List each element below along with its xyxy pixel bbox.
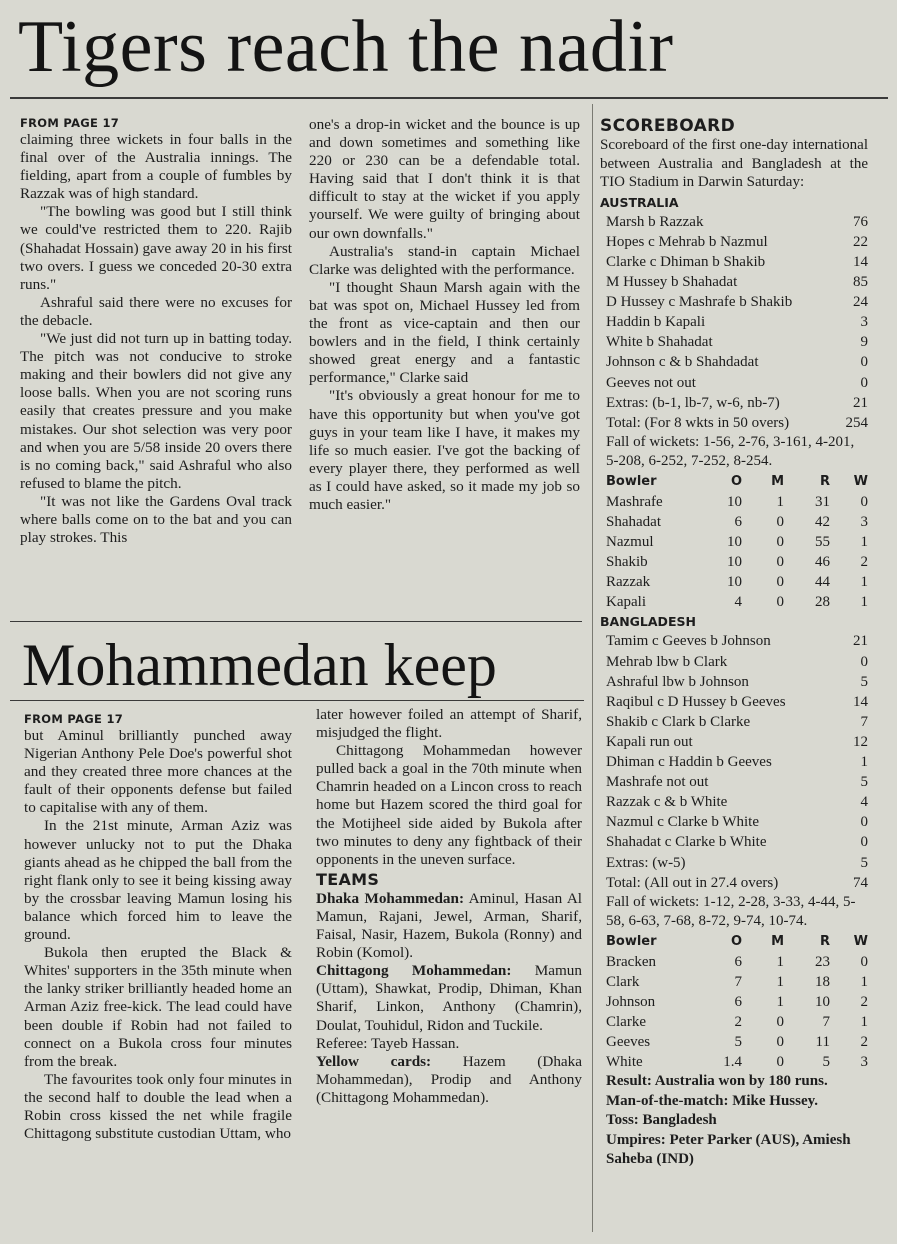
batsman-runs: 22 — [853, 233, 868, 250]
bowling-row — [600, 952, 868, 972]
story2-paragraph: later however foiled an attempt of Sharif, misjudged the flight. — [316, 706, 582, 742]
batsman-dismissal: D Hussey c Mashrafe b Shakib — [606, 294, 793, 311]
batsman-runs: 0 — [860, 653, 868, 670]
story2-headline: Mohammedan keep — [22, 632, 497, 698]
batting-row — [600, 732, 868, 752]
story2-column-1 — [24, 712, 292, 1143]
bowling-cell: 10 — [727, 493, 742, 510]
batsman-dismissal: Geeves not out — [606, 374, 696, 391]
batting-row — [600, 352, 868, 372]
man-of-the-match: Man-of-the-match: Mike Hussey. — [606, 1092, 819, 1109]
batsman-runs: 3 — [860, 314, 868, 331]
bowling-cell: 10 — [727, 554, 742, 571]
bowling-row — [600, 992, 868, 1012]
bowling-cell: 4 — [734, 594, 742, 611]
total-value: 254 — [845, 414, 868, 431]
bowling-cell: 23 — [815, 953, 830, 970]
bowling-cell: 2 — [860, 554, 868, 571]
scoreboard-column-rule — [592, 104, 593, 1232]
batsman-runs: 7 — [860, 713, 868, 730]
batsman-dismissal: Tamim c Geeves b Johnson — [606, 633, 771, 650]
bowling-cell: 1 — [776, 993, 784, 1010]
teams-chittagong — [316, 962, 582, 1034]
team-name: BANGLADESH — [600, 614, 696, 630]
batting-row — [600, 692, 868, 712]
bowling-row — [600, 972, 868, 992]
bowling-cell: 10 — [727, 574, 742, 591]
batting-row — [600, 792, 868, 812]
bowling-cell: 5 — [734, 1034, 742, 1051]
batting-row — [600, 631, 868, 651]
batsman-dismissal: Raqibul c D Hussey b Geeves — [606, 693, 786, 710]
batsman-dismissal: Mehrab lbw b Clark — [606, 653, 728, 670]
bowling-header-cell: O — [730, 473, 742, 489]
bowling-header-cell: W — [853, 933, 868, 949]
batsman-dismissal: Haddin b Kapali — [606, 314, 706, 331]
batsman-runs: 12 — [853, 733, 868, 750]
bowling-cell: 1 — [776, 493, 784, 510]
story1-paragraph: claiming three wickets in four balls in the final over of the Australia innings. The fielding, apart from a couple of fumbles by Razzak was of high standard. — [20, 131, 292, 203]
bowling-header-cell: M — [771, 933, 784, 949]
batsman-runs: 0 — [860, 834, 868, 851]
extras-label: Extras: (b-1, lb-7, w-6, nb-7) — [606, 394, 780, 411]
extras-value: 21 — [853, 394, 868, 411]
total-label: Total: (All out in 27.4 overs) — [606, 874, 779, 891]
scoreboard-title: SCOREBOARD — [600, 116, 736, 136]
bowling-cell: 1 — [776, 953, 784, 970]
bowling-cell: 6 — [734, 953, 742, 970]
batsman-dismissal: Ashraful lbw b Johnson — [606, 673, 749, 690]
extras-row — [600, 393, 868, 413]
teams-dhaka-label: Dhaka Mohammedan: — [316, 889, 465, 907]
batsman-runs: 21 — [853, 633, 868, 650]
batsman-dismissal: Shahadat c Clarke b White — [606, 834, 767, 851]
bowling-row — [600, 1032, 868, 1052]
batting-row — [600, 292, 868, 312]
batsman-runs: 9 — [860, 334, 868, 351]
teams-heading: TEAMS — [316, 869, 380, 889]
total-row — [600, 873, 868, 893]
bowling-cell: Shakib — [606, 554, 648, 571]
batsman-runs: 1 — [860, 754, 868, 771]
bowling-header-cell: Bowler — [606, 473, 657, 489]
bowling-row — [600, 572, 868, 592]
total-row — [600, 413, 868, 433]
story2-paragraph: Chittagong Mohammedan however pulled back a goal in the 70th minute when Chamrin headed on a Lincon cross to reach home but Hazem scored the third goal for the Motijheel side aided by Bukola after two minutes to deny any fightback of their opponents in the uneven surface. — [316, 742, 582, 868]
extras-label: Extras: (w-5) — [606, 854, 686, 871]
batsman-dismissal: Hopes c Mehrab b Nazmul — [606, 233, 768, 250]
batsman-dismissal: Johnson c & b Shahdadat — [606, 354, 759, 371]
batsman-dismissal: Kapali run out — [606, 733, 693, 750]
batsman-dismissal: White b Shahadat — [606, 334, 713, 351]
bowling-cell: 1.4 — [723, 1054, 742, 1071]
bowling-cell: Kapali — [606, 594, 646, 611]
bowling-cell: 31 — [815, 493, 830, 510]
batting-row — [600, 272, 868, 292]
bowling-cell: 0 — [776, 554, 784, 571]
story1-paragraph: "The bowling was good but I still think we could've restricted them to 220. Rajib (Shahadat Hossain) gave away 20 in his first two overs. I guess we conceded 20-30 extra runs." — [20, 203, 292, 293]
story2-paragraph: Bukola then erupted the Black & Whites' supporters in the 35th minute when the lanky striker brilliantly headed home an Arman Aziz free-kick. The lead could have been double if Robin had not failed to connect on a Bukola cross four minutes from the break. — [24, 944, 292, 1070]
bowling-cell: 0 — [776, 574, 784, 591]
batting-row — [600, 772, 868, 792]
story1-paragraph: one's a drop-in wicket and the bounce is up and down sometimes and something like 220 or 230 can be a defendable total. Having said that I don't think it is that difficult to stay at the wicket if you apply yourself. We were guilty of bringing about our own downfalls." — [309, 116, 580, 242]
yellow-cards-label: Yellow cards: — [316, 1052, 432, 1070]
story2-paragraph: but Aminul brilliantly punched away Nigerian Anthony Pele Doe's powerful shot and they created three more chances at the fault of their opponents defense but failed to capitalise with any of them. — [24, 727, 292, 817]
bowling-cell: 0 — [776, 1034, 784, 1051]
teams-chittagong-label: Chittagong Mohammedan: — [316, 962, 512, 980]
yellow-cards-list: Hazem (Dhaka Mohammedan), Prodip and Anthony (Chittagong Mohammedan). — [316, 1052, 582, 1106]
bowling-cell: Mashrafe — [606, 493, 663, 510]
bowling-header-cell: W — [853, 473, 868, 489]
bowling-cell: 28 — [815, 594, 830, 611]
batting-row — [600, 373, 868, 393]
batting-row — [600, 812, 868, 832]
bowling-cell: 10 — [727, 534, 742, 551]
batsman-runs: 0 — [860, 814, 868, 831]
bowling-row — [600, 592, 868, 612]
bowling-cell: 3 — [860, 514, 868, 530]
extras-row — [600, 853, 868, 873]
referee: Referee: Tayeb Hassan. — [316, 1034, 460, 1052]
bowling-header-cell: R — [819, 473, 830, 489]
bowling-cell: 0 — [860, 493, 868, 510]
batsman-runs: 0 — [860, 354, 868, 371]
batsman-dismissal: Nazmul c Clarke b White — [606, 814, 760, 831]
bowling-cell: Bracken — [606, 953, 656, 970]
batsman-dismissal: Clarke c Dhiman b Shakib — [606, 253, 766, 270]
bowling-row — [600, 492, 868, 512]
bowling-cell: 55 — [815, 534, 830, 551]
match-result: Result: Australia won by 180 runs. — [606, 1073, 828, 1090]
bowling-cell: 7 — [734, 973, 742, 990]
bowling-cell: 42 — [815, 514, 830, 530]
batsman-runs: 0 — [860, 374, 868, 391]
bowling-cell: 2 — [860, 993, 868, 1010]
bowling-cell: 0 — [776, 594, 784, 611]
bowling-cell: 5 — [822, 1054, 830, 1071]
bowling-cell: Clark — [606, 973, 640, 990]
story1-kicker: FROM PAGE 17 — [20, 116, 120, 130]
bowling-cell: 6 — [734, 514, 742, 530]
fall-of-wickets: Fall of wickets: 1-12, 2-28, 3-33, 4-44, 5-58, 6-63, 7-68, 8-72, 9-74, 10-74. — [606, 893, 856, 930]
team-name: AUSTRALIA — [600, 194, 679, 210]
total-label: Total: (For 8 wkts in 50 overs) — [606, 414, 790, 431]
batting-row — [600, 652, 868, 672]
batsman-runs: 24 — [853, 294, 868, 311]
bowling-cell: 0 — [776, 1054, 784, 1071]
bowling-cell: 1 — [860, 1014, 868, 1031]
bowling-cell: 2 — [860, 1034, 868, 1051]
bowling-cell: Nazmul — [606, 534, 654, 551]
story1-column-1 — [20, 116, 292, 547]
story1-paragraph: Australia's stand-in captain Michael Clarke was delighted with the performance. — [309, 242, 580, 278]
batsman-dismissal: M Hussey b Shahadat — [606, 274, 738, 291]
bowling-header — [600, 472, 868, 492]
bowling-row — [600, 552, 868, 572]
bowling-cell: 2 — [734, 1014, 742, 1031]
batting-row — [600, 312, 868, 332]
bowling-row — [600, 1012, 868, 1032]
bowling-cell: 0 — [776, 514, 784, 530]
bowling-cell: 1 — [860, 594, 868, 611]
batsman-runs: 76 — [853, 213, 868, 230]
bowling-cell: 0 — [860, 953, 868, 970]
bowling-header-cell: Bowler — [606, 933, 657, 949]
bowling-cell: 11 — [815, 1034, 830, 1051]
story-divider-rule — [10, 621, 582, 622]
batsman-runs: 4 — [860, 794, 868, 811]
story1-headline-rule — [10, 97, 888, 99]
batsman-dismissal: Razzak c & b White — [606, 794, 728, 811]
bowling-row — [600, 512, 868, 532]
umpires: Umpires: Peter Parker (AUS), Amiesh Saheba (IND) — [606, 1131, 851, 1168]
teams-chittagong-lineup: Mamun (Uttam), Shawkat, Prodip, Dhiman, Khan Sharif, Linkon, Anthony (Chamrin), Doulat, Touhidul, Ridon and Tuckile. — [316, 962, 582, 1034]
story1-column-2 — [309, 116, 580, 514]
teams-dhaka-lineup: Aminul, Hasan Al Mamun, Rajani, Jewel, Arman, Sharif, Faisal, Nasir, Hazem, Bukola (Ronny) and Robin (Komol). — [316, 889, 583, 962]
scoreboard-intro: Scoreboard of the first one-day international between Australia and Bangladesh at the TIO Stadium in Darwin Saturday: — [600, 137, 868, 191]
bowling-cell: 0 — [776, 534, 784, 551]
story1-paragraph: "We just did not turn up in batting today. The pitch was not conducive to stroke making and their bowlers did not give any loose balls. When you are not scoring runs easily that creates pressure and you make mistakes. Our shot selection was very poor and when you are 5/58 inside 20 overs there is no coming back," said Ashraful who also refused to blame the pitch. — [20, 330, 292, 492]
bowling-cell: 7 — [822, 1014, 830, 1031]
story1-paragraph: "I thought Shaun Marsh again with the bat was spot on, Michael Hussey led from the front as vice-captain and then our bowlers and in the field, I think certainly showed great energy and a fantastic performance," Clarke said — [309, 278, 580, 387]
bowling-cell: 1 — [860, 574, 868, 591]
bowling-cell: White — [606, 1054, 643, 1071]
bowling-cell: Clarke — [606, 1014, 646, 1031]
story1-headline: Tigers reach the nadir — [18, 6, 674, 88]
bowling-cell: 0 — [776, 1014, 784, 1031]
bowling-header-cell: M — [771, 473, 784, 489]
batting-row — [600, 672, 868, 692]
scoreboard — [600, 116, 868, 1170]
batsman-runs: 5 — [860, 774, 868, 791]
toss: Toss: Bangladesh — [606, 1112, 717, 1129]
total-value: 74 — [853, 874, 868, 891]
story2-paragraph: The favourites took only four minutes in the second half to double the lead when a Robin cross kissed the net while fragile Chittagong substitute custodian Uttam, who — [24, 1070, 292, 1143]
batsman-runs: 5 — [860, 673, 868, 690]
batsman-dismissal: Mashrafe not out — [606, 774, 709, 791]
batsman-dismissal: Marsh b Razzak — [606, 213, 704, 230]
batsman-runs: 85 — [853, 274, 868, 291]
innings-australia — [600, 193, 868, 613]
bowling-cell: 44 — [815, 574, 830, 591]
story2-column-2 — [316, 706, 582, 1107]
batsman-runs: 14 — [853, 693, 868, 710]
bowling-cell: 1 — [776, 973, 784, 990]
bowling-cell: 46 — [815, 554, 830, 571]
bowling-cell: 3 — [860, 1054, 868, 1071]
batsman-dismissal: Dhiman c Haddin b Geeves — [606, 754, 772, 771]
batting-row — [600, 832, 868, 852]
bowling-row — [600, 1052, 868, 1072]
batsman-runs: 14 — [853, 253, 868, 270]
batsman-dismissal: Shakib c Clark b Clarke — [606, 713, 751, 730]
batting-row — [600, 332, 868, 352]
bowling-cell: 18 — [815, 973, 830, 990]
story2-paragraph: In the 21st minute, Arman Aziz was however unlucky not to put the Dhaka giants ahead as he chipped the ball from the right flank only to see it being kissing away by the crossbar leaving Mamun losing his balance which forced him to leave the ground. — [24, 817, 292, 944]
bowling-header — [600, 932, 868, 952]
yellow-cards — [316, 1053, 582, 1107]
innings-bangladesh — [600, 612, 868, 1072]
bowling-cell: Shahadat — [606, 514, 661, 530]
bowling-row — [600, 532, 868, 552]
story2-kicker: FROM PAGE 17 — [24, 712, 124, 726]
bowling-cell: 1 — [860, 534, 868, 551]
batting-row — [600, 212, 868, 232]
bowling-cell: 6 — [734, 993, 742, 1010]
bowling-header-cell: R — [819, 933, 830, 949]
story1-paragraph: "It's obviously a great honour for me to have this opportunity but when you've got guys in your team like I have, it makes my life so much easier. I've got the backing of every player there, they performed as well as I could have asked, so it made my job so much easier." — [309, 387, 580, 513]
story1-paragraph: "It was not like the Gardens Oval track where balls come on to the bat and you can play strokes. This — [20, 492, 292, 547]
bowling-cell: Razzak — [606, 574, 651, 591]
bowling-header-cell: O — [730, 933, 742, 949]
teams-dhaka — [316, 890, 582, 962]
story2-headline-rule — [10, 700, 584, 701]
story1-paragraph: Ashraful said there were no excuses for the debacle. — [20, 293, 292, 329]
bowling-cell: 10 — [815, 993, 830, 1010]
extras-value: 5 — [860, 854, 868, 871]
batting-row — [600, 752, 868, 772]
bowling-cell: 1 — [860, 973, 868, 990]
fall-of-wickets: Fall of wickets: 1-56, 2-76, 3-161, 4-201, 5-208, 6-252, 7-252, 8-254. — [606, 433, 855, 470]
bowling-cell: Johnson — [606, 993, 656, 1010]
batting-row — [600, 232, 868, 252]
batting-row — [600, 252, 868, 272]
bowling-cell: Geeves — [606, 1034, 651, 1051]
batting-row — [600, 712, 868, 732]
